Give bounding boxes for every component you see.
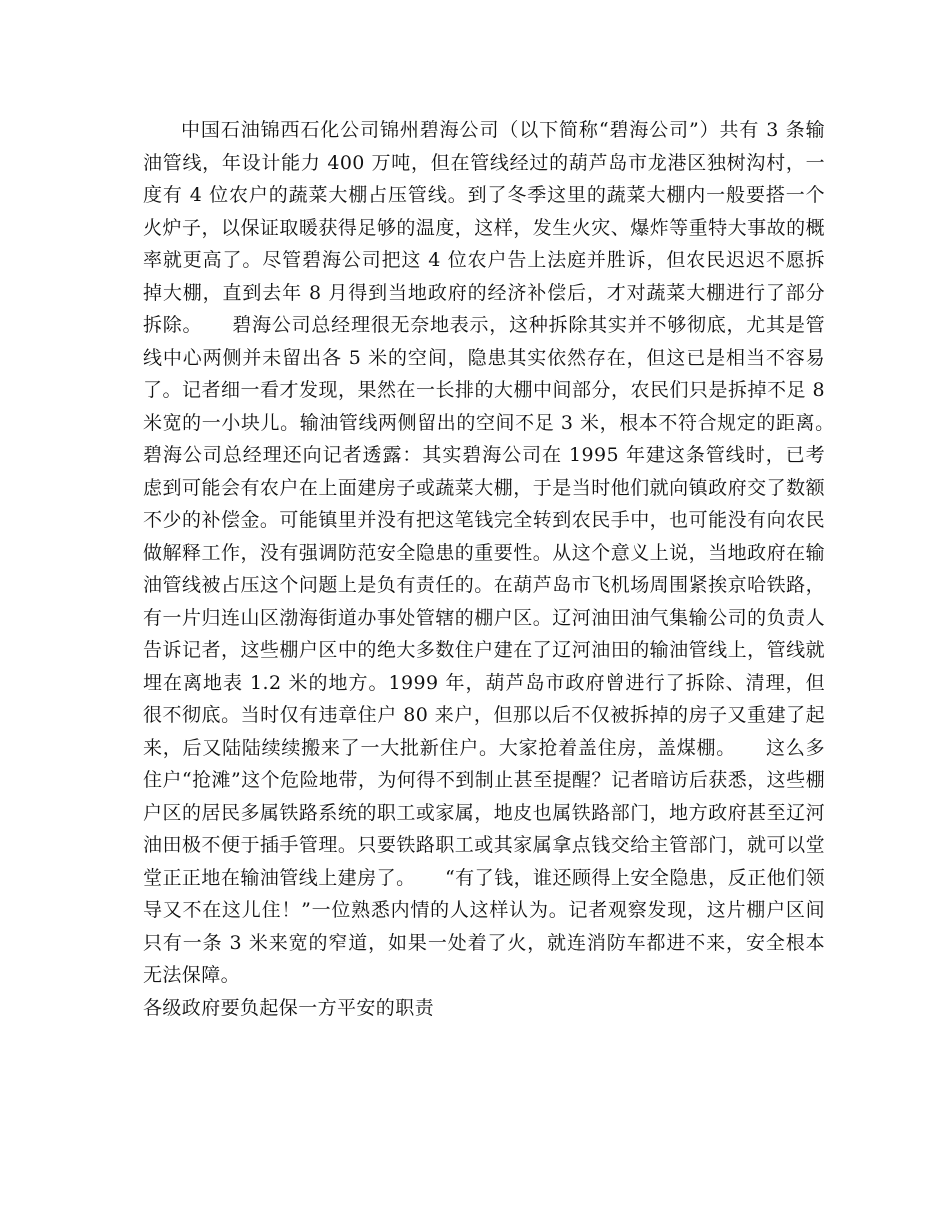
section-heading: 各级政府要负起保一方平安的职责 (143, 996, 435, 1019)
article-body-paragraph: 中国石油锦西石化公司锦州碧海公司（以下简称“碧海公司”）共有 3 条输油管线，年设计能力 400 万吨，但在管线经过的葫芦岛市龙港区独树沟村，一度有 4 位农户的蔬菜大棚占压管线。到了冬季这里的蔬菜大棚内一般要搭一个火炉子，以保证取暖获得足够的温度，这样，发生火灾、爆炸等重特大事故的概率就更高了。尽管碧海公司把这 4 位农户告上法庭并胜诉，但农民迟迟不愿拆掉大棚，直到去年 8 月得到当地政府的经济补偿后，才对蔬菜大棚进行了部分拆除。 碧海公司总经理很无奈地表示，这种拆除其实并不够彻底，尤其是管线中心两侧并未留出各 5 米的空间，隐患其实依然存在，但这已是相当不容易了。记者细一看才发现，果然在一长排的大棚中间部分，农民们只是拆掉不足 8 米宽的一小块儿。输油管线两侧留出的空间不足 3 米，根本不符合规定的距离。 碧海公司总经理还向记者透露：其实碧海公司在 1995 年建这条管线时，已考虑到可能会有农户在上面建房子或蔬菜大棚，于是当时他们就向镇政府交了数额不少的补偿金。可能镇里并没有把这笔钱完全转到农民手中，也可能没有向农民做解释工作，没有强调防范安全隐患的重要性。从这个意义上说，当地政府在输油管线被占压这个问题上是负有责任的。在葫芦岛市飞机场周围紧挨京哈铁路，有一片归连山区渤海街道办事处管辖的棚户区。辽河油田油气集输公司的负责人告诉记者，这些棚户区中的绝大多数住户建在了辽河油田的输油管线上，管线就埋在离地表 1.2 米的地方。1999 年，葫芦岛市政府曾进行了拆除、清理，但很不彻底。当时仅有违章住户 80 来户，但那以后不仅被拆掉的房子又重建了起来，后又陆陆续续搬来了一大批新住户。大家抢着盖住房，盖煤棚。 这么多住户“抢滩”这个危险地带，为何得不到制止甚至提醒？记者暗访后获悉，这些棚户区的居民多属铁路系统的职工或家属，地皮也属铁路部门，地方政府甚至辽河油田极不便于插手管理。只要铁路职工或其家属拿点钱交给主管部门，就可以堂堂正正地在输油管线上建房了。 “有了钱，谁还顾得上安全隐患，反正他们领导又不在这儿住！”一位熟悉内情的人这样认为。记者观察发现，这片棚户区间只有一条 3 米来宽的窄道，如果一处着了火，就连消防车都进不来，安全根本无法保障。 (143, 119, 864, 986)
document-content (143, 114, 864, 1024)
